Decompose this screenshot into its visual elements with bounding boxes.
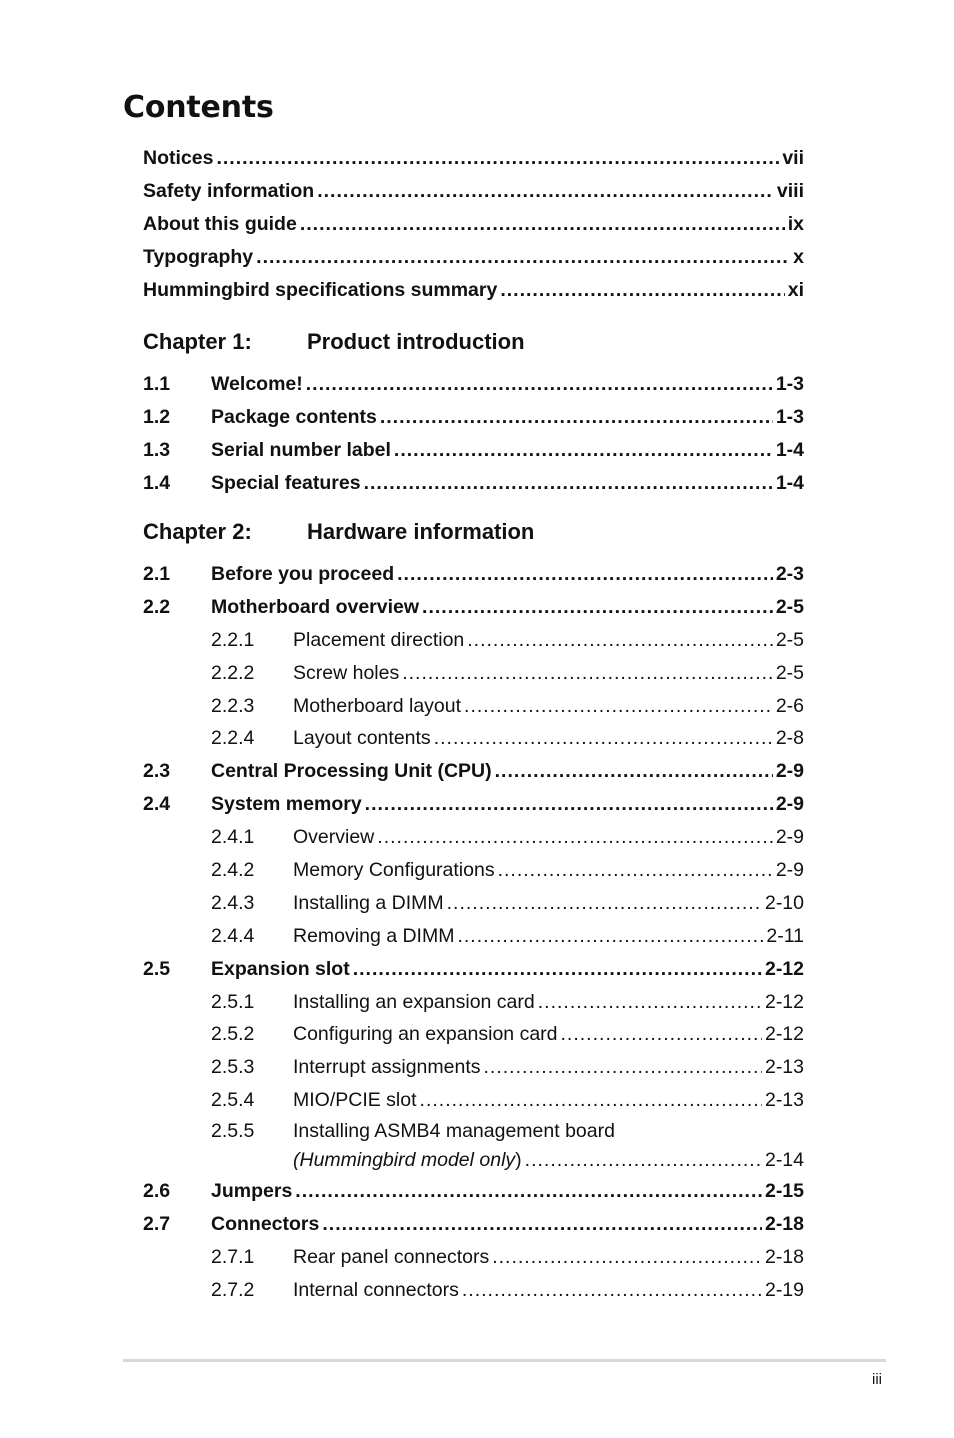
toc-entry-page: viii — [776, 179, 804, 202]
dot-leader — [464, 690, 773, 723]
dot-leader — [462, 1274, 762, 1307]
chapter-title: Product introduction — [307, 329, 525, 355]
toc-entry-label: Placement direction — [293, 628, 465, 651]
toc-entry-2-3[interactable] — [143, 755, 804, 788]
toc-entry-page: 2-5 — [775, 661, 804, 684]
toc-entry-label: Expansion slot — [211, 957, 350, 980]
toc-entry-number: 2.1 — [143, 563, 171, 586]
toc-entry-label: Package contents — [211, 406, 377, 429]
toc-entry-number: 2.4.2 — [211, 859, 255, 882]
dot-leader — [500, 274, 784, 307]
toc-entry-2-5-5-continued[interactable] — [143, 1146, 804, 1175]
toc-entry-page: 2-6 — [775, 694, 804, 717]
toc-entry-label-continued: (Hummingbird model only) — [293, 1149, 522, 1172]
toc-entry-2-2-2[interactable] — [143, 657, 804, 690]
dot-leader — [365, 788, 773, 821]
toc-entry-label: Special features — [211, 472, 361, 495]
toc-entry-label: Safety information — [143, 179, 315, 202]
toc-entry-label: Installing an expansion card — [293, 990, 535, 1013]
chapter-number: Chapter 2: — [143, 519, 252, 545]
toc-entry-page: 2-13 — [764, 1089, 804, 1112]
toc-entry-number: 2.2.1 — [211, 628, 255, 651]
toc-entry-2-5-2[interactable] — [143, 1018, 804, 1051]
dot-leader — [525, 1146, 762, 1175]
toc-entry-2-1[interactable] — [143, 558, 804, 591]
toc-entry-2-2-3[interactable] — [143, 690, 804, 723]
toc-entry-label: Typography — [143, 245, 254, 268]
toc-entry-label: System memory — [211, 793, 362, 816]
toc-entry-number: 2.4 — [143, 793, 171, 816]
dot-leader — [495, 755, 773, 788]
toc-entry-label: Hummingbird specifications summary — [143, 278, 498, 301]
dot-leader — [364, 467, 773, 500]
toc-entry-page: 2-19 — [764, 1278, 804, 1301]
toc-entry-2-2[interactable] — [143, 591, 804, 624]
toc-entry-label: Notices — [143, 147, 214, 169]
toc-entry-label: Memory Configurations — [293, 859, 495, 882]
table-of-contents — [143, 142, 804, 1307]
chapter-number: Chapter 1: — [143, 329, 252, 355]
toc-entry-number: 1.4 — [143, 472, 171, 495]
toc-entry-label: About this guide — [143, 212, 297, 235]
toc-entry-page: 2-12 — [764, 957, 804, 980]
toc-entry-label: Internal connectors — [293, 1278, 459, 1301]
toc-entry-page: 2-5 — [775, 595, 804, 618]
toc-entry-label: Installing ASMB4 management board — [293, 1120, 615, 1143]
toc-entry-label: Connectors — [211, 1213, 320, 1236]
dot-leader — [422, 591, 773, 624]
dot-leader — [256, 241, 790, 274]
toc-entry-page: 2-5 — [775, 628, 804, 651]
toc-entry-label: Rear panel connectors — [293, 1245, 490, 1268]
toc-entry-page: 2-9 — [775, 859, 804, 882]
dot-leader — [380, 401, 773, 434]
toc-entry-2-5-3[interactable] — [143, 1051, 804, 1084]
toc-entry-number: 1.3 — [143, 439, 171, 462]
chapter-title: Hardware information — [307, 519, 535, 545]
toc-entry-1-3[interactable] — [143, 434, 804, 467]
toc-entry-2-7-1[interactable] — [143, 1241, 804, 1274]
toc-entry-number: 2.2.3 — [211, 694, 255, 717]
dot-leader — [306, 368, 773, 401]
toc-entry-label: Removing a DIMM — [293, 924, 455, 947]
toc-entry-number: 2.7 — [143, 1213, 171, 1236]
toc-entry-number: 2.5.4 — [211, 1089, 255, 1112]
dot-leader — [300, 208, 785, 241]
toc-entry-page: 2-9 — [775, 826, 804, 849]
toc-entry-page: 1-4 — [775, 472, 804, 495]
toc-entry-number: 2.4.4 — [211, 924, 255, 947]
toc-entry-page: 2-12 — [764, 990, 804, 1013]
toc-entry-2-5[interactable] — [143, 953, 804, 986]
chapter-1-heading[interactable] — [143, 316, 804, 368]
dot-leader — [561, 1018, 762, 1051]
toc-entry-page: xi — [787, 278, 804, 301]
toc-entry-2-5-1[interactable] — [143, 986, 804, 1019]
toc-entry-page: 2-14 — [764, 1149, 804, 1172]
toc-entry-number: 1.1 — [143, 373, 171, 396]
toc-entry-number: 2.4.1 — [211, 826, 255, 849]
toc-entry-number: 2.2.2 — [211, 661, 255, 684]
toc-entry-specifications-summary[interactable] — [143, 274, 804, 307]
toc-entry-number: 2.5.3 — [211, 1056, 255, 1079]
toc-entry-label: Before you proceed — [211, 563, 395, 586]
toc-entry-page: 2-9 — [775, 793, 804, 816]
toc-entry-2-5-4[interactable] — [143, 1084, 804, 1117]
toc-entry-2-5-5[interactable] — [143, 1117, 804, 1146]
toc-entry-2-4[interactable] — [143, 788, 804, 821]
dot-leader — [492, 1241, 762, 1274]
toc-entry-label: Serial number label — [211, 439, 391, 462]
toc-entry-page: 1-4 — [775, 439, 804, 462]
toc-entry-page: 2-12 — [764, 1023, 804, 1046]
toc-entry-page: 1-3 — [775, 373, 804, 396]
toc-entry-2-2-4[interactable] — [143, 722, 804, 755]
toc-entry-2-4-4[interactable] — [143, 920, 804, 953]
toc-entry-number: 2.7.1 — [211, 1245, 255, 1268]
toc-entry-label: Configuring an expansion card — [293, 1023, 558, 1046]
toc-entry-number: 2.5.2 — [211, 1023, 255, 1046]
toc-entry-number: 2.5.1 — [211, 990, 255, 1013]
toc-entry-typography[interactable] — [143, 241, 804, 274]
toc-entry-1-4[interactable] — [143, 467, 804, 500]
dot-leader — [498, 854, 773, 887]
toc-entry-label: Motherboard layout — [293, 694, 462, 717]
dot-leader — [353, 953, 762, 986]
toc-entry-page: 2-8 — [775, 727, 804, 750]
dot-leader — [397, 558, 773, 591]
model-note: Hummingbird model only — [299, 1149, 516, 1172]
toc-entry-page: 2-13 — [764, 1056, 804, 1079]
toc-entry-2-7-2[interactable] — [143, 1274, 804, 1307]
toc-entry-page: 2-15 — [764, 1180, 804, 1203]
toc-entry-page: vii — [782, 147, 804, 169]
dot-leader — [295, 1175, 762, 1208]
toc-entry-label: Installing a DIMM — [293, 891, 444, 914]
chapter-2-heading[interactable] — [143, 506, 804, 558]
dot-leader — [317, 175, 774, 208]
toc-entry-number: 1.2 — [143, 406, 171, 429]
dot-leader — [434, 722, 773, 755]
dot-leader — [447, 887, 762, 920]
toc-entry-page: 2-3 — [775, 563, 804, 586]
toc-entry-2-2-1[interactable] — [143, 624, 804, 657]
toc-entry-label: Interrupt assignments — [293, 1056, 481, 1079]
page-number: iii — [872, 1371, 882, 1388]
toc-entry-page: 2-18 — [764, 1245, 804, 1268]
toc-entry-page: ix — [787, 212, 804, 235]
toc-entry-about-this-guide[interactable] — [143, 208, 804, 241]
toc-entry-page: 1-3 — [775, 406, 804, 429]
dot-leader — [394, 434, 773, 467]
dot-leader — [457, 920, 763, 953]
dot-leader — [322, 1208, 762, 1241]
toc-entry-page: 2-9 — [775, 760, 804, 783]
dot-leader — [402, 657, 773, 690]
toc-entry-2-6[interactable] — [143, 1175, 804, 1208]
toc-entry-number: 2.5.5 — [211, 1120, 255, 1143]
toc-entry-number: 2.2 — [143, 595, 171, 618]
toc-entry-label: Overview — [293, 826, 375, 849]
toc-entry-page: x — [793, 245, 804, 268]
dot-leader — [377, 821, 773, 854]
toc-entry-safety-information[interactable] — [143, 175, 804, 208]
toc-entry-label: Jumpers — [211, 1180, 293, 1203]
toc-entry-2-4-2[interactable] — [143, 854, 804, 887]
page-title: Contents — [123, 90, 274, 125]
dot-leader — [484, 1051, 762, 1084]
toc-entry-1-2[interactable] — [143, 401, 804, 434]
toc-entry-number: 2.6 — [143, 1180, 171, 1203]
toc-entry-number: 2.4.3 — [211, 891, 255, 914]
toc-entry-2-4-1[interactable] — [143, 821, 804, 854]
toc-entry-label: Welcome! — [211, 373, 303, 396]
toc-entry-page: 2-18 — [764, 1213, 804, 1236]
toc-entry-page: 2-10 — [764, 891, 804, 914]
toc-entry-label: MIO/PCIE slot — [293, 1089, 417, 1112]
toc-entry-label: Motherboard overview — [211, 595, 420, 618]
toc-entry-label: Layout contents — [293, 727, 431, 750]
toc-entry-number: 2.3 — [143, 760, 171, 783]
toc-entry-label: Central Processing Unit (CPU) — [211, 760, 492, 783]
dot-leader — [538, 986, 762, 1019]
toc-entry-number: 2.5 — [143, 957, 171, 980]
footer-divider — [123, 1359, 886, 1362]
dot-leader — [420, 1084, 762, 1117]
dot-leader — [216, 142, 779, 175]
toc-entry-page: 2-11 — [766, 924, 804, 947]
toc-entry-1-1[interactable] — [143, 368, 804, 401]
dot-leader — [467, 624, 773, 657]
toc-entry-2-4-3[interactable] — [143, 887, 804, 920]
toc-entry-number: 2.7.2 — [211, 1278, 255, 1301]
toc-entry-notices[interactable] — [143, 142, 804, 175]
toc-entry-number: 2.2.4 — [211, 727, 255, 750]
toc-entry-2-7[interactable] — [143, 1208, 804, 1241]
toc-entry-label: Screw holes — [293, 661, 400, 684]
